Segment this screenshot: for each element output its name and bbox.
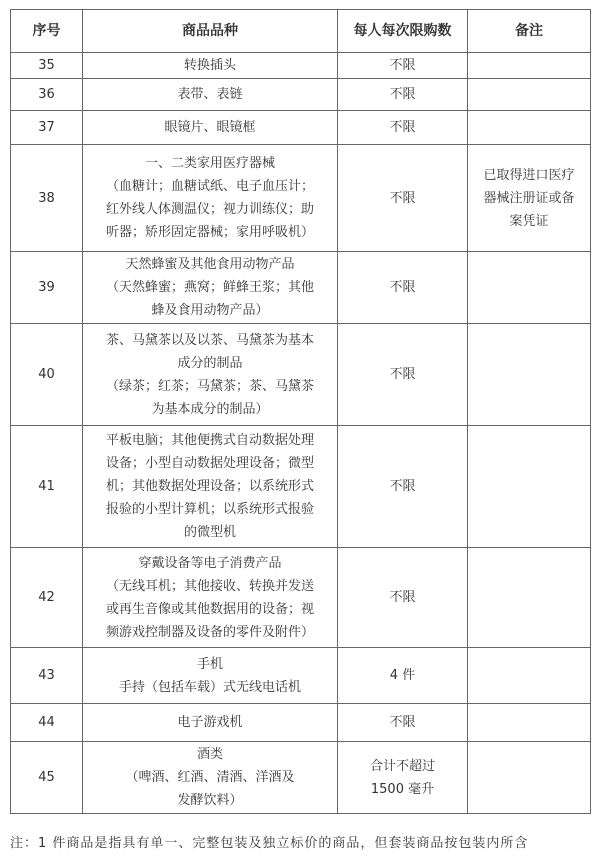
cell-product-category-line: 手持（包括车载）式无线电话机 (118, 679, 301, 695)
cell-purchase-limit-line: 不限 (389, 190, 416, 206)
cell-product-category-line: 穿戴设备等电子消费产品 (138, 555, 282, 571)
cell-product-category (83, 648, 338, 704)
cell-remarks (468, 548, 591, 648)
cell-remarks (468, 742, 591, 814)
cell-product-category (83, 704, 338, 742)
cell-purchase-limit (338, 53, 468, 79)
cell-product-category-line: 的微型机 (183, 525, 236, 540)
cell-purchase-limit (338, 111, 468, 145)
cell-product-category-line: 频游戏控制器及设备的零件及附件） (105, 624, 314, 640)
cell-product-category-line: 成分的制品 (177, 355, 243, 371)
cell-serial-number: 40 (11, 324, 83, 426)
cell-serial-number: 44 (11, 704, 83, 742)
cell-product-category-line: 听器；矫形固定器械；家用呼吸机） (105, 225, 314, 240)
cell-remarks-line: 案凭证 (509, 213, 549, 229)
cell-product-category-line: 平板电脑；其他便携式自动数据处理 (105, 433, 314, 448)
cell-remarks (468, 704, 591, 742)
cell-remarks (468, 648, 591, 704)
cell-purchase-limit (338, 79, 468, 111)
table-row (11, 648, 591, 704)
cell-product-category-line: 转换插头 (183, 58, 236, 73)
cell-serial-number: 35 (11, 53, 83, 79)
cell-purchase-limit-line: 合计不超过 (369, 758, 435, 774)
cell-product-category-line: 红外线人体测温仪；视力训练仪；助 (105, 202, 314, 217)
cell-remarks (468, 79, 591, 111)
cell-purchase-limit-line: 不限 (389, 479, 416, 494)
table-row (11, 426, 591, 548)
cell-product-category (83, 145, 338, 252)
cell-serial-number: 37 (11, 111, 83, 145)
cell-product-category-line: 手机 (196, 656, 223, 672)
cell-purchase-limit (338, 252, 468, 324)
table-row (11, 324, 591, 426)
table-row (11, 704, 591, 742)
cell-product-category-line: （绿茶；红茶；马黛茶；茶、马黛茶 (105, 378, 314, 394)
cell-purchase-limit (338, 548, 468, 648)
cell-purchase-limit-line: 不限 (389, 58, 416, 73)
cell-remarks-line: 已取得进口医疗 (483, 167, 575, 183)
cell-product-category-line: 报验的小型计算机；以系统形式报验 (105, 502, 314, 517)
cell-serial-number: 43 (11, 648, 83, 704)
cell-serial-number: 45 (11, 742, 83, 814)
cell-purchase-limit (338, 704, 468, 742)
cell-product-category (83, 252, 338, 324)
cell-product-category-line: 一、二类家用医疗器械 (144, 156, 275, 171)
cell-serial-number: 42 (11, 548, 83, 648)
cell-product-category-line: （无线耳机；其他接收、转换并发送 (105, 578, 314, 594)
cell-purchase-limit-line: 不限 (389, 280, 416, 295)
cell-purchase-limit (338, 324, 468, 426)
table-row (11, 742, 591, 814)
cell-product-category-line: 或再生音像或其他数据用的设备；视 (105, 601, 314, 617)
table-row (11, 145, 591, 252)
cell-product-category (83, 548, 338, 648)
table-row (11, 252, 591, 324)
cell-product-category-line: 眼镜片、眼镜框 (164, 120, 256, 135)
table-body (11, 53, 591, 814)
cell-product-category-line: （血糖计；血糖试纸、电子血压计； (105, 179, 314, 194)
cell-product-category-line: 设备；小型自动数据处理设备；微型 (105, 456, 314, 471)
cell-product-category (83, 79, 338, 111)
cell-purchase-limit-line: 不限 (389, 715, 416, 730)
cell-remarks (468, 145, 591, 252)
cell-product-category-line: 电子游戏机 (177, 715, 243, 730)
cell-serial-number: 38 (11, 145, 83, 252)
cell-product-category (83, 426, 338, 548)
cell-product-category (83, 742, 338, 814)
cell-purchase-limit-line: 不限 (389, 87, 416, 102)
cell-product-category-line: 茶、马黛茶以及以茶、马黛茶为基本 (105, 332, 314, 348)
cell-product-category-line: 为基本成分的制品） (151, 401, 269, 417)
table-row (11, 79, 591, 111)
table-row (11, 548, 591, 648)
cell-product-category (83, 111, 338, 145)
cell-product-category-line: 机；其他数据处理设备；以系统形式 (105, 479, 314, 494)
cell-purchase-limit (338, 426, 468, 548)
header-product-category: 商品品种 (83, 10, 338, 53)
cell-remarks (468, 252, 591, 324)
header-remarks: 备注 (468, 10, 591, 53)
cell-product-category (83, 53, 338, 79)
cell-product-category-line: 天然蜂蜜及其他食用动物产品 (125, 257, 295, 272)
header-purchase-limit: 每人每次限购数 (338, 10, 468, 53)
cell-product-category-line: （啤酒、红酒、清酒、洋酒及 (125, 770, 295, 785)
cell-remarks (468, 111, 591, 145)
cell-serial-number: 36 (11, 79, 83, 111)
footnote: 注：1 件商品是指具有单一、完整包装及独立标价的商品，但套装商品按包装内所含 (10, 836, 529, 851)
cell-product-category-line: 酒类 (196, 747, 223, 762)
cell-purchase-limit (338, 742, 468, 814)
table-header-row (11, 10, 591, 53)
cell-remarks-line: 器械注册证或备 (483, 190, 575, 206)
cell-purchase-limit (338, 648, 468, 704)
cell-product-category-line: 蜂及食用动物产品） (151, 303, 269, 318)
cell-product-category-line: 表带、表链 (177, 87, 243, 102)
cell-remarks (468, 426, 591, 548)
header-serial-number: 序号 (11, 10, 83, 53)
cell-purchase-limit-line: 不限 (389, 590, 416, 605)
cell-product-category (83, 324, 338, 426)
cell-purchase-limit-line: 不限 (389, 367, 416, 382)
table-row (11, 53, 591, 79)
cell-serial-number: 41 (11, 426, 83, 548)
cell-purchase-limit-line: 4 件 (389, 668, 416, 683)
cell-serial-number: 39 (11, 252, 83, 324)
cell-purchase-limit-line: 不限 (389, 120, 416, 135)
table-row (11, 111, 591, 145)
cell-purchase-limit-line: 1500 毫升 (370, 781, 435, 797)
cell-product-category-line: 发酵饮料） (177, 793, 243, 808)
cell-remarks (468, 324, 591, 426)
cell-product-category-line: （天然蜂蜜；燕窝；鲜蜂王浆；其他 (105, 280, 314, 295)
cell-remarks (468, 53, 591, 79)
purchase-limit-table (10, 9, 591, 814)
cell-purchase-limit (338, 145, 468, 252)
